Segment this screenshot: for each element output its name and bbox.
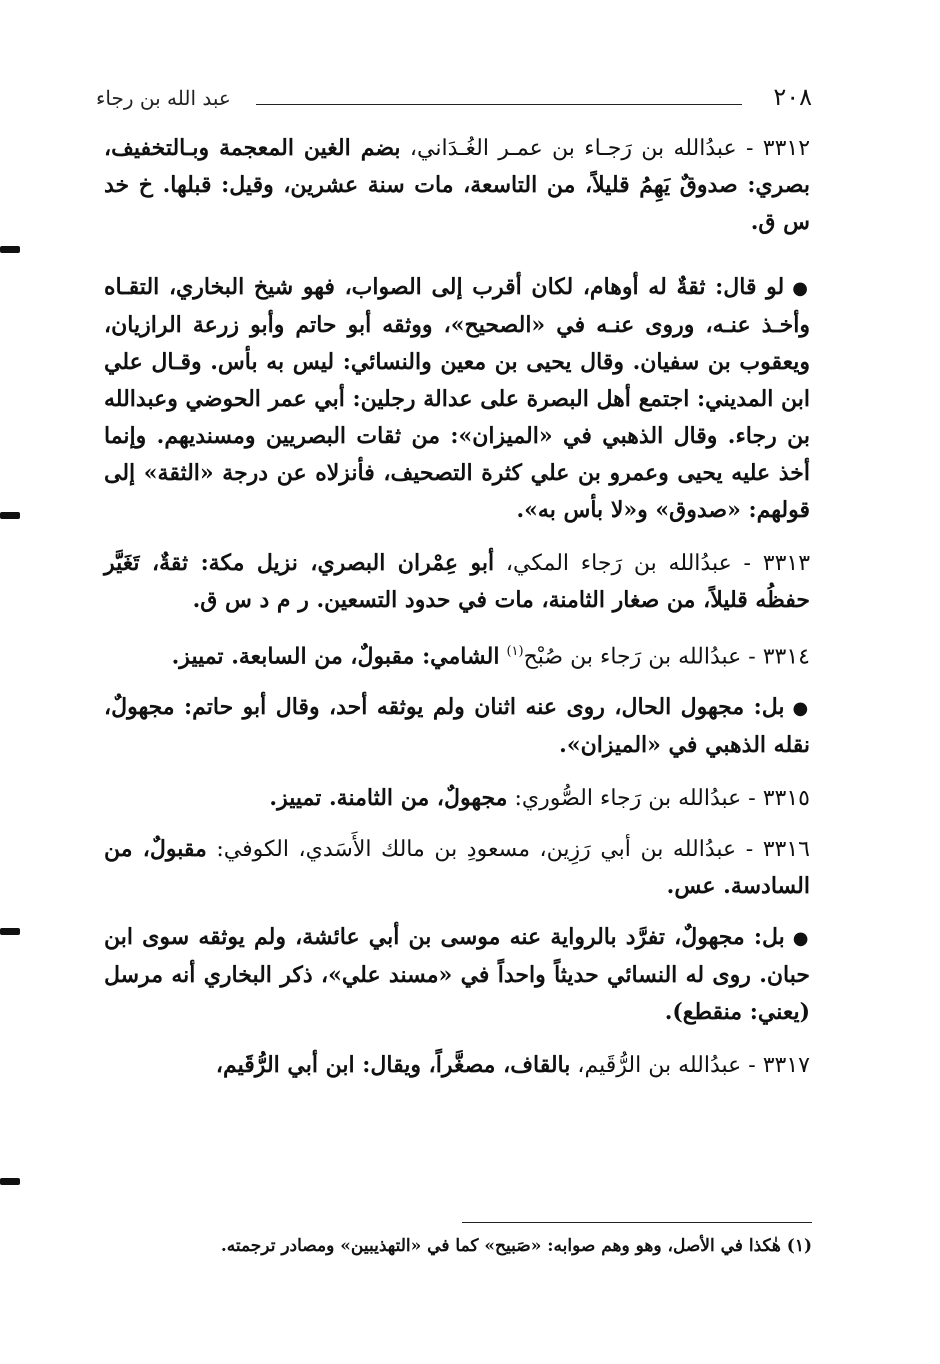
entry-3317	[104, 1047, 810, 1084]
bullet-icon: ●	[792, 928, 810, 950]
entry-3315	[104, 780, 810, 817]
entry-number: ٣٣١٣	[762, 551, 811, 576]
running-title: عبد الله بن رجاء	[96, 86, 231, 110]
entry-number: ٣٣١٥	[762, 786, 810, 812]
entry-dash: -	[741, 644, 763, 670]
note-text: لو قال: ثقةٌ له أوهام، لكان أقرب إلى الصواب، فهو شيخ البخاري، التقـاه وأخـذ عنـه، وروى عنـه في «الصحيح»، ووثقه أبو حاتم وأبو زرعة الرازيان، ويعقوب بن سفيان. وقال يحيى بن معين والنسائي: ليس به بأس. وقـال علي ابن المديني: اجتمع أهل البصرة على عدالة رجلين: أبي عمر الحوضي وعبدالله بن رجاء. وقال الذهبي في «الميزان»: من ثقات البصريين ومسنديهم. وإنما أخذ عليه يحيى وعمرو بن علي كثرة التصحيف، فأنزلاه عن درجة «الثقة» إلى قولهم: «صدوق» و«لا بأس به».	[104, 274, 811, 523]
entry-name: عبدُالله بن رَجـاء بن عمـر الغُـدَاني،	[409, 136, 737, 161]
entry-text: بالقاف، مصغَّراً، ويقال: ابن أبي الرُّقَيم،	[215, 1052, 571, 1079]
footnote-reference: (١)	[506, 644, 524, 659]
entry-name: عبدُالله بن رَجاء بن صُبْح	[523, 644, 742, 670]
entry-name: عبدُالله بن رَجاء المكي،	[505, 551, 732, 576]
margin-mark	[0, 928, 20, 935]
entry-3314	[104, 633, 810, 675]
entry-3313	[104, 545, 810, 619]
margin-mark	[0, 246, 20, 253]
margin-mark	[0, 1178, 20, 1185]
page-header	[96, 82, 812, 116]
entry-dash: -	[741, 1053, 763, 1079]
entry-text: بضم الغين المعجمة وبـالتخفيف، بصري: صدوقٌ يَهِمُ قليلاً، من التاسعة، مات سنة عشرين، وقيل: قبلها. خ خد س ق.	[104, 135, 810, 235]
entry-name: عبدُالله بن الرُّقَيم،	[577, 1053, 742, 1079]
entry-text: مقبولٌ، من السادسة. عس.	[104, 836, 810, 900]
page-number: ٢٠٨	[773, 83, 812, 111]
entry-3316	[104, 831, 810, 905]
entry-name: عبدُالله بن رَجاء الصُّوري:	[514, 786, 742, 812]
bullet-icon: ●	[792, 278, 810, 299]
entry-text: أبو عِمْران البصري، نزيل مكة: ثقةٌ، تَغَيَّر حفظُه قليلاً، من صغار الثامنة، مات في حدود التسعين. ر م د س ق.	[104, 550, 810, 613]
commentary-note	[104, 269, 810, 529]
note-text: بل: مجهولٌ، تفرَّد بالرواية عنه موسى بن أبي عائشة، ولم يوثقه سوى ابن حبان. روى له النسائي حديثاً واحداً في «مسند علي»، ذكر البخاري أنه مرسل (يعني: منقطع).	[104, 924, 810, 1026]
entry-number: ٣٣١٢	[762, 136, 811, 161]
footnote-rule	[462, 1222, 812, 1223]
note-text: بل: مجهول الحال، روى عنه اثنان ولم يوثقه أحد، وقال أبو حاتم: مجهولٌ، نقله الذهبي في «الميزان».	[104, 694, 810, 759]
commentary-note	[104, 919, 810, 1031]
bullet-icon: ●	[792, 698, 810, 720]
entry-text: الشامي: مقبولٌ، من السابعة. تمييز.	[171, 643, 500, 670]
entry-name: عبدُالله بن أبي رَزِين، مسعودِ بن مالك الأَسَدي، الكوفي:	[216, 837, 737, 863]
entry-text: مجهولٌ، من الثامنة. تمييز.	[269, 785, 508, 812]
entry-dash: -	[731, 551, 763, 576]
footnote: (١) هٰكذا في الأصل، وهو وهم صوابه: «صَبيح» كما في «التهذيبين» ومصادر ترجمته.	[220, 1236, 812, 1256]
commentary-note	[104, 689, 810, 764]
entry-dash: -	[741, 786, 763, 812]
header-rule	[256, 104, 742, 105]
entry-number: ٣٣١٧	[762, 1053, 810, 1079]
entry-number: ٣٣١٦	[762, 837, 810, 863]
entry-dash: -	[736, 136, 763, 161]
page-body	[104, 130, 810, 1098]
entry-number: ٣٣١٤	[762, 644, 810, 670]
margin-mark	[0, 512, 20, 519]
entry-dash: -	[736, 837, 763, 863]
entry-3312	[104, 130, 810, 241]
